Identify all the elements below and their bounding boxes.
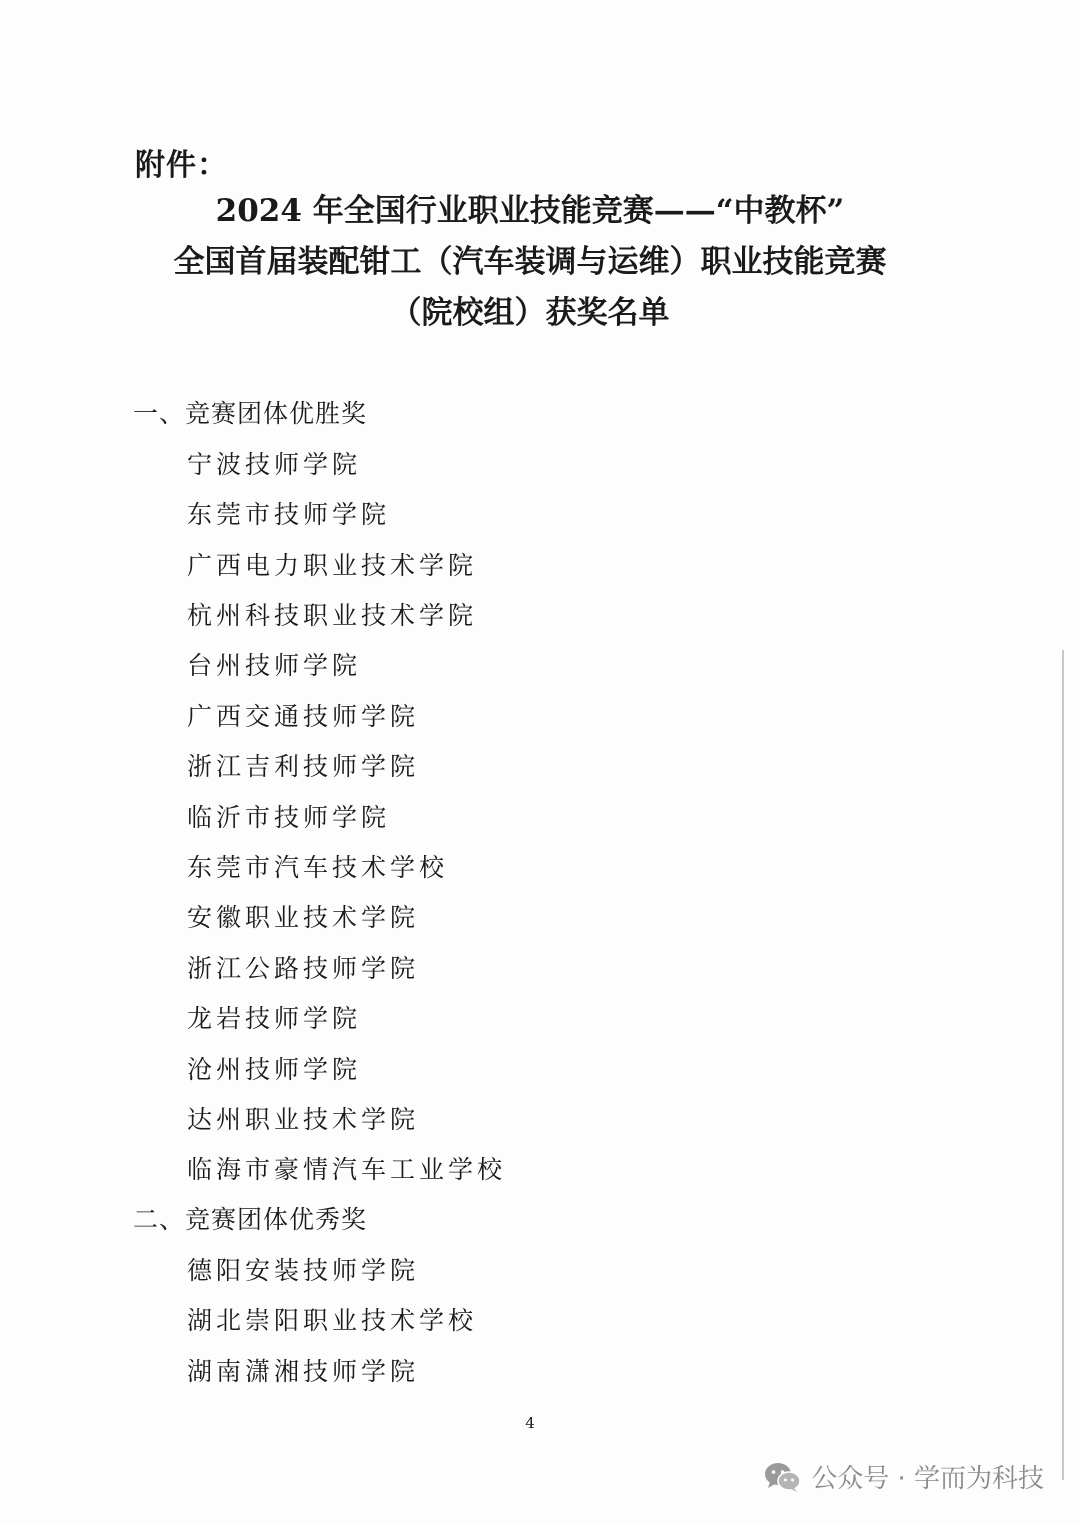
list-item: 东莞市汽车技术学校: [187, 853, 449, 882]
title-line-2: 全国首届装配钳工（汽车装调与运维）职业技能竞赛: [173, 244, 887, 280]
scan-edge-line: [1062, 650, 1064, 1480]
wechat-icon: [763, 1461, 801, 1493]
list-item: 宁波技师学院: [187, 450, 362, 479]
attachment-label: 附件：: [135, 148, 228, 183]
list-item: 广西电力职业技术学院: [187, 551, 478, 580]
title-line-1: 2024 年全国行业职业技能竞赛——“中教杯”: [215, 193, 845, 229]
watermark: [763, 1458, 1044, 1495]
page-number: 4: [525, 1414, 535, 1432]
list-item: 德阳安装技师学院: [187, 1256, 420, 1285]
list-item: 沧州技师学院: [187, 1055, 362, 1084]
list-item: 湖南潇湘技师学院: [187, 1357, 420, 1386]
list-item: 湖北崇阳职业技术学校: [187, 1306, 478, 1335]
section-heading-excellence: 一、竞赛团体优胜奖: [133, 399, 368, 428]
watermark-text: 公众号 · 学而为科技: [811, 1464, 1044, 1494]
list-item: 龙岩技师学院: [187, 1004, 362, 1033]
section-heading-merit: 二、竞赛团体优秀奖: [133, 1205, 368, 1234]
list-item: 东莞市技师学院: [187, 500, 391, 529]
list-item: 临沂市技师学院: [187, 803, 391, 832]
list-item: 广西交通技师学院: [187, 702, 420, 731]
title-line-3: （院校组）获奖名单: [390, 295, 670, 331]
list-item: 临海市豪情汽车工业学校: [187, 1155, 507, 1184]
list-item: 安徽职业技术学院: [187, 903, 420, 932]
list-item: 浙江公路技师学院: [187, 954, 420, 983]
list-item: 台州技师学院: [187, 651, 362, 680]
list-item: 浙江吉利技师学院: [187, 752, 420, 781]
list-item: 达州职业技术学院: [187, 1105, 420, 1134]
list-item: 杭州科技职业技术学院: [187, 601, 478, 630]
